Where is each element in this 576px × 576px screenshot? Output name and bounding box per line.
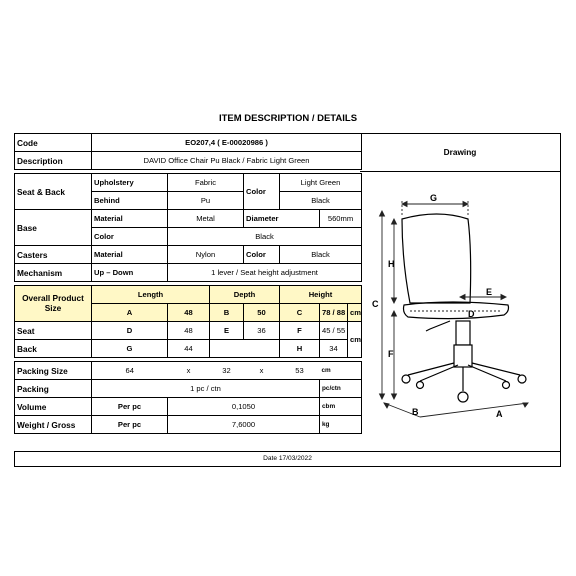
mechanism-label: Mechanism <box>15 264 92 282</box>
dim-label-g: G <box>430 193 438 203</box>
row-dim-back <box>15 340 362 358</box>
weight-value: 7,6000 <box>168 416 320 434</box>
seat-cushion <box>404 302 509 319</box>
code-label: Code <box>15 134 92 152</box>
row-volume <box>15 398 362 416</box>
row-upholstery <box>15 174 362 192</box>
dim-h-value: 34 <box>320 340 348 358</box>
dim-c-value: 78 / 88 <box>320 304 348 322</box>
dim-label-c: C <box>372 299 379 309</box>
height-header: Height <box>280 286 362 304</box>
row-base-material <box>15 210 362 228</box>
dim-d-letter: D <box>92 322 168 340</box>
volume-unit: cbm <box>320 398 362 416</box>
mechanism-detail: 1 lever / Seat height adjustment <box>168 264 362 282</box>
dim-h-letter: H <box>280 340 320 358</box>
dim-seat-back-unit: cm <box>348 322 362 358</box>
diameter-label: Diameter <box>244 210 320 228</box>
upholstery-material: Fabric <box>168 174 244 192</box>
dim-e-value: 36 <box>244 322 280 340</box>
packing-label: Packing <box>15 380 92 398</box>
drawing-panel <box>360 133 561 467</box>
behind-label: Behind <box>92 192 168 210</box>
upholstery-label: Upholstery <box>92 174 168 192</box>
dim-f-value: 45 / 55 <box>320 322 348 340</box>
dim-b-letter: B <box>210 304 244 322</box>
dim-a-letter: A <box>92 304 168 322</box>
weight-unit: kg <box>320 416 362 434</box>
packing-unit: pc/ctn <box>320 380 362 398</box>
packing-length: 64 <box>92 362 168 380</box>
dim-label-f: F <box>388 349 394 359</box>
casters-color-label: Color <box>244 246 280 264</box>
dim-back-empty <box>210 340 280 358</box>
behind-color: Black <box>280 192 362 210</box>
height-lever <box>426 321 450 331</box>
dim-e-letter: E <box>210 322 244 340</box>
row-casters <box>15 246 362 264</box>
dim-g-value: 44 <box>168 340 210 358</box>
dim-a-value: 48 <box>168 304 210 322</box>
row-dim-seat <box>15 322 362 340</box>
dim-label-e: E <box>486 287 493 297</box>
base-material-label: Material <box>92 210 168 228</box>
dim-label-h: H <box>388 259 395 269</box>
caster <box>458 392 468 402</box>
overall-size-label: Overall Product Size <box>15 286 92 322</box>
base-color-label: Color <box>92 228 168 246</box>
packing-x2: x <box>244 362 280 380</box>
backrest <box>402 214 471 303</box>
gas-cylinder <box>456 321 470 345</box>
diameter-value: 560mm <box>320 210 362 228</box>
dimension-labels <box>372 193 503 419</box>
row-mechanism <box>15 264 362 282</box>
casters-material-label: Material <box>92 246 168 264</box>
row-packing <box>15 380 362 398</box>
row-weight <box>15 416 362 434</box>
description-label: Description <box>15 152 92 170</box>
volume-label: Volume <box>15 398 92 416</box>
packing-x1: x <box>168 362 210 380</box>
behind-material: Pu <box>168 192 244 210</box>
dim-label-d: D <box>468 309 475 319</box>
caster <box>402 375 410 383</box>
volume-value: 0,1050 <box>168 398 320 416</box>
row-description <box>15 152 362 170</box>
packing-value: 1 pc / ctn <box>92 380 320 398</box>
packing-size-label: Packing Size <box>15 362 92 380</box>
seat-color-label: Color <box>244 174 280 210</box>
row-packing-size <box>15 362 362 380</box>
page-title: ITEM DESCRIPTION / DETAILS <box>218 113 358 124</box>
caster <box>518 375 526 383</box>
depth-header: Depth <box>210 286 280 304</box>
chair-outline <box>402 214 526 402</box>
casters-material: Nylon <box>168 246 244 264</box>
drawing-label: Drawing <box>360 134 560 172</box>
base-material-value: Metal <box>168 210 244 228</box>
volume-per: Per pc <box>92 398 168 416</box>
dim-back-label: Back <box>15 340 92 358</box>
base-label: Base <box>15 210 92 246</box>
code-value: EO207,4 ( E-00020986 ) <box>92 134 362 152</box>
dim-b-value: 50 <box>244 304 280 322</box>
dim-seat-label: Seat <box>15 322 92 340</box>
mechanism-type: Up – Down <box>92 264 168 282</box>
upholstery-color: Light Green <box>280 174 362 192</box>
dim-f-letter: F <box>280 322 320 340</box>
description-value: DAVID Office Chair Pu Black / Fabric Light Green <box>92 152 362 170</box>
chair-drawing <box>360 171 561 421</box>
length-header: Length <box>92 286 210 304</box>
packing-height: 53 <box>280 362 320 380</box>
spec-table <box>14 133 362 434</box>
date-line: Date 17/03/2022 <box>14 451 561 467</box>
row-code <box>15 134 362 152</box>
dim-d-value: 48 <box>168 322 210 340</box>
base-color-value: Black <box>168 228 362 246</box>
casters-label: Casters <box>15 246 92 264</box>
dim-c-letter: C <box>280 304 320 322</box>
weight-per: Per pc <box>92 416 168 434</box>
casters-color: Black <box>280 246 362 264</box>
dim-label-a: A <box>496 409 503 419</box>
packing-width: 32 <box>210 362 244 380</box>
dim-label-b: B <box>412 407 419 417</box>
seat-back-label: Seat & Back <box>15 174 92 210</box>
dim-g-letter: G <box>92 340 168 358</box>
weight-label: Weight / Gross <box>15 416 92 434</box>
dim-overall-unit: cm <box>348 304 362 322</box>
caster <box>503 382 510 389</box>
caster <box>417 382 424 389</box>
packing-size-unit: cm <box>320 362 362 380</box>
row-dim-header <box>15 286 362 304</box>
